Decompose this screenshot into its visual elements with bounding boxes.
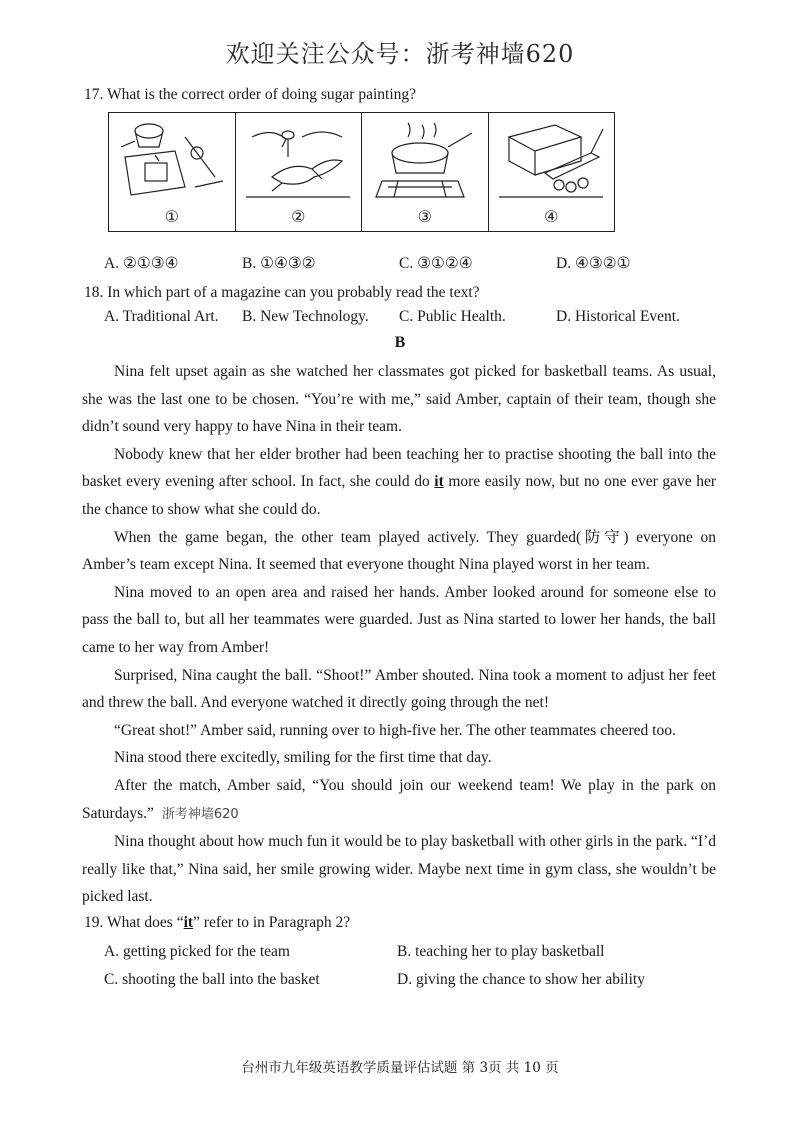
paragraph-8 [82, 772, 716, 828]
q18-option-c[interactable]: C. Public Health. [399, 308, 506, 325]
question-19-stem [84, 914, 350, 932]
paragraph-5: Surprised, Nina caught the ball. “Shoot!” Amber shouted. Nina took a moment to adjust her feet and threw the ball. And everyone watched it directly going through the net! [82, 666, 716, 712]
watermark-text: 浙考神墙620 [161, 806, 239, 822]
page-footer: 台州市九年级英语教学质量评估试题 第 3页 共 10 页 [241, 1060, 559, 1076]
paragraph-7: Nina stood there excitedly, smiling for the first time that day. [114, 749, 492, 767]
q17-option-d[interactable]: D. ④③②① [556, 255, 631, 272]
paragraph-4: Nina moved to an open area and raised her hands. Amber looked around for someone else to pass the ball to, but all her teammates were guarded. Just as Nina started to lower her hands, the ball came to her way from Amber! [82, 583, 716, 656]
section-label: B [394, 334, 406, 351]
paragraph-2-text-a: Nobody knew that her elder brother had been teaching her to practise shooting the ball into the basket every evening after school. In fact, she could do [82, 445, 716, 491]
q19-option-a[interactable]: A. getting picked for the team [104, 943, 290, 960]
question-19-options [104, 943, 744, 993]
underlined-it: it [434, 473, 444, 491]
reading-passage [82, 358, 716, 911]
q17-option-b[interactable]: B. ①④③② [242, 255, 316, 272]
sugar-painting-pictures [108, 112, 615, 232]
picture-3 [362, 113, 489, 231]
paragraph-2 [82, 441, 716, 524]
picture-2 [236, 113, 363, 231]
paragraph-8-text: After the match, Amber said, “You should join our weekend team! We play in the park on Saturdays.” [82, 776, 716, 822]
picture-1 [109, 113, 236, 231]
question-18-options [104, 308, 744, 328]
paragraph-3: When the game began, the other team played actively. They guarded(防守) everyone on Amber’s team except Nina. It seemed that everyone thought Nina played worst in her team. [82, 528, 716, 574]
paragraph-2-text-b: more easily now, but no one ever gave her the chance to show what she could do. [82, 473, 716, 518]
q19-stem-it: it [183, 914, 194, 931]
q18-option-d[interactable]: D. Historical Event. [556, 308, 680, 325]
picture-3-number: ③ [417, 209, 432, 226]
q18-option-a[interactable]: A. Traditional Art. [104, 308, 219, 325]
question-17-stem: 17. What is the correct order of doing sugar painting? [84, 86, 417, 103]
paragraph-6: “Great shot!” Amber said, running over to high-five her. The other teammates cheered too. [114, 721, 676, 739]
picture-4-number: ④ [544, 209, 559, 226]
paragraph-1: Nina felt upset again as she watched her classmates got picked for basketball teams. As usual, she was the last one to be chosen. “You’re with me,” said Amber, captain of their team, though she didn’t sound very happy to have Nina in their team. [82, 363, 716, 436]
question-18-stem: 18. In which part of a magazine can you probably read the text? [84, 284, 480, 301]
q19-option-b[interactable]: B. teaching her to play basketball [397, 943, 605, 960]
cutting-sugar-block-illustration [495, 117, 607, 203]
q19-stem-a: 19. What does “ [84, 914, 184, 931]
spoon-drawing-bird-illustration [242, 117, 354, 203]
q17-option-a[interactable]: A. ②①③④ [104, 255, 179, 272]
picture-4 [489, 113, 615, 231]
q19-option-c[interactable]: C. shooting the ball into the basket [104, 971, 320, 988]
pot-and-stove-illustration [115, 117, 227, 203]
q17-option-c[interactable]: C. ③①②④ [399, 255, 473, 272]
paragraph-9: Nina thought about how much fun it would be to play basketball with other girls in the park. “I’d really like that,” Nina said, her smile growing wider. Maybe next time in gym class, she wouldn’t be picked last. [82, 833, 716, 906]
q19-option-d[interactable]: D. giving the chance to show her ability [397, 971, 645, 988]
picture-2-number: ② [291, 209, 306, 226]
q19-stem-b: ” refer to in Paragraph 2? [193, 914, 351, 931]
page-header: 欢迎关注公众号：浙考神墙620 [225, 40, 575, 68]
melting-sugar-pan-illustration [368, 117, 480, 203]
q18-option-b[interactable]: B. New Technology. [242, 308, 369, 325]
picture-1-number: ① [164, 209, 179, 226]
question-17-options [104, 254, 744, 274]
